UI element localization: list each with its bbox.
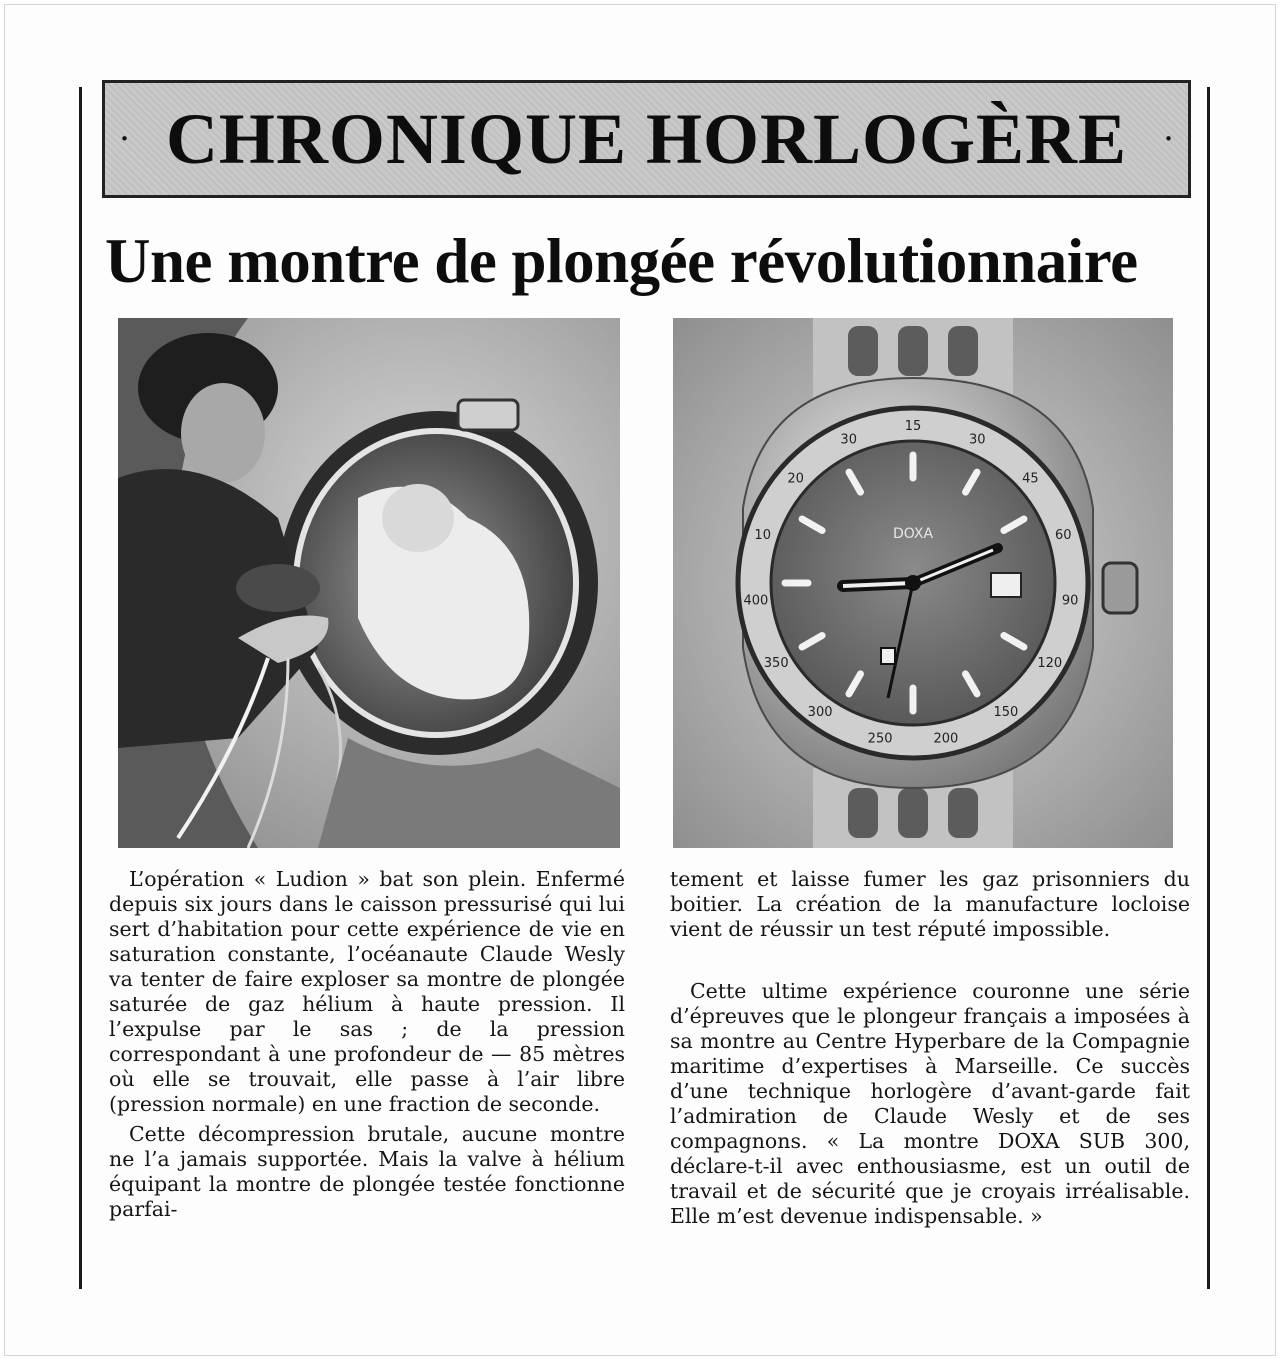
newspaper-clipping bbox=[4, 4, 1276, 1356]
paragraph-left-1: L’opération « Ludion » bat son plein. Enfermé depuis six jours dans le caisson pressurisé qui lui sert d’habitation pour cette expérience de vie en saturation constante, l’océanaute Claude Wesly va tenter de faire exploser sa montre de plongée saturée de gaz hélium à haute pression. Il l’expulse par le sas ; de la pression correspondant à une profondeur de — 85 mètres où elle se trouvait, elle passe à l’air libre (pression normale) en une fraction de seconde. bbox=[109, 867, 625, 1116]
bezel-number: 350 bbox=[763, 656, 789, 671]
dial-brand: DOXA bbox=[892, 526, 934, 542]
bezel-number: 60 bbox=[1055, 528, 1072, 544]
paragraph-right-2: Cette ultime expérience couronne une série d’épreuves que le plongeur français a imposées à sa montre au Centre Hyperbare de la Compagnie maritime d’expertises à Marseille. Ce succès d’une technique horlogère d’avant-garde fait l’admiration de Claude Wesly et de ses compagnons. « La montre DOXA SUB 300, déclare-t-il avec enthousiasme, est un outil de travail et de sécurité que je croyais irréalisable. Elle m’est devenue indispensable. » bbox=[670, 979, 1190, 1228]
article-column-left bbox=[109, 867, 625, 1222]
photo-diver-porthole bbox=[118, 318, 620, 848]
bezel-number: 400 bbox=[743, 593, 769, 609]
bezel-number: 150 bbox=[993, 704, 1019, 720]
diver-porthole-illustration bbox=[118, 318, 620, 848]
bezel-number: 30 bbox=[969, 432, 986, 448]
bezel-number: 15 bbox=[904, 419, 922, 434]
photo-dive-watch bbox=[673, 318, 1173, 848]
section-title: CHRONIQUE HORLOGÈRE bbox=[165, 98, 1128, 179]
left-column-rule bbox=[79, 87, 82, 1289]
right-column-rule bbox=[1207, 87, 1210, 1289]
bezel-number: 45 bbox=[1022, 471, 1039, 487]
banner-dot-right: · bbox=[1163, 119, 1174, 159]
bezel-number: 250 bbox=[867, 731, 893, 747]
article-column-right bbox=[670, 867, 1190, 1229]
dive-watch-illustration bbox=[673, 318, 1173, 848]
article-headline: Une montre de plongée révolutionnaire bbox=[105, 226, 1138, 296]
bezel-number: 30 bbox=[840, 432, 857, 448]
banner-dot-left: · bbox=[119, 119, 130, 159]
paragraph-right-1: tement et laisse fumer les gaz prisonniers du boitier. La création de la manufacture locloise vient de réussir un test réputé impossible. bbox=[670, 867, 1190, 941]
bezel-number: 20 bbox=[787, 471, 804, 487]
bezel-number: 90 bbox=[1061, 593, 1079, 609]
bezel-number: 300 bbox=[807, 704, 833, 720]
bezel-number: 10 bbox=[754, 528, 771, 544]
bezel-number: 120 bbox=[1037, 656, 1063, 671]
bezel-number: 200 bbox=[933, 731, 959, 747]
section-banner bbox=[102, 80, 1191, 198]
paragraph-left-2: Cette décompression brutale, aucune montre ne l’a jamais supportée. Mais la valve à hélium équipant la montre de plongée testée fonctionne parfai- bbox=[109, 1122, 625, 1221]
